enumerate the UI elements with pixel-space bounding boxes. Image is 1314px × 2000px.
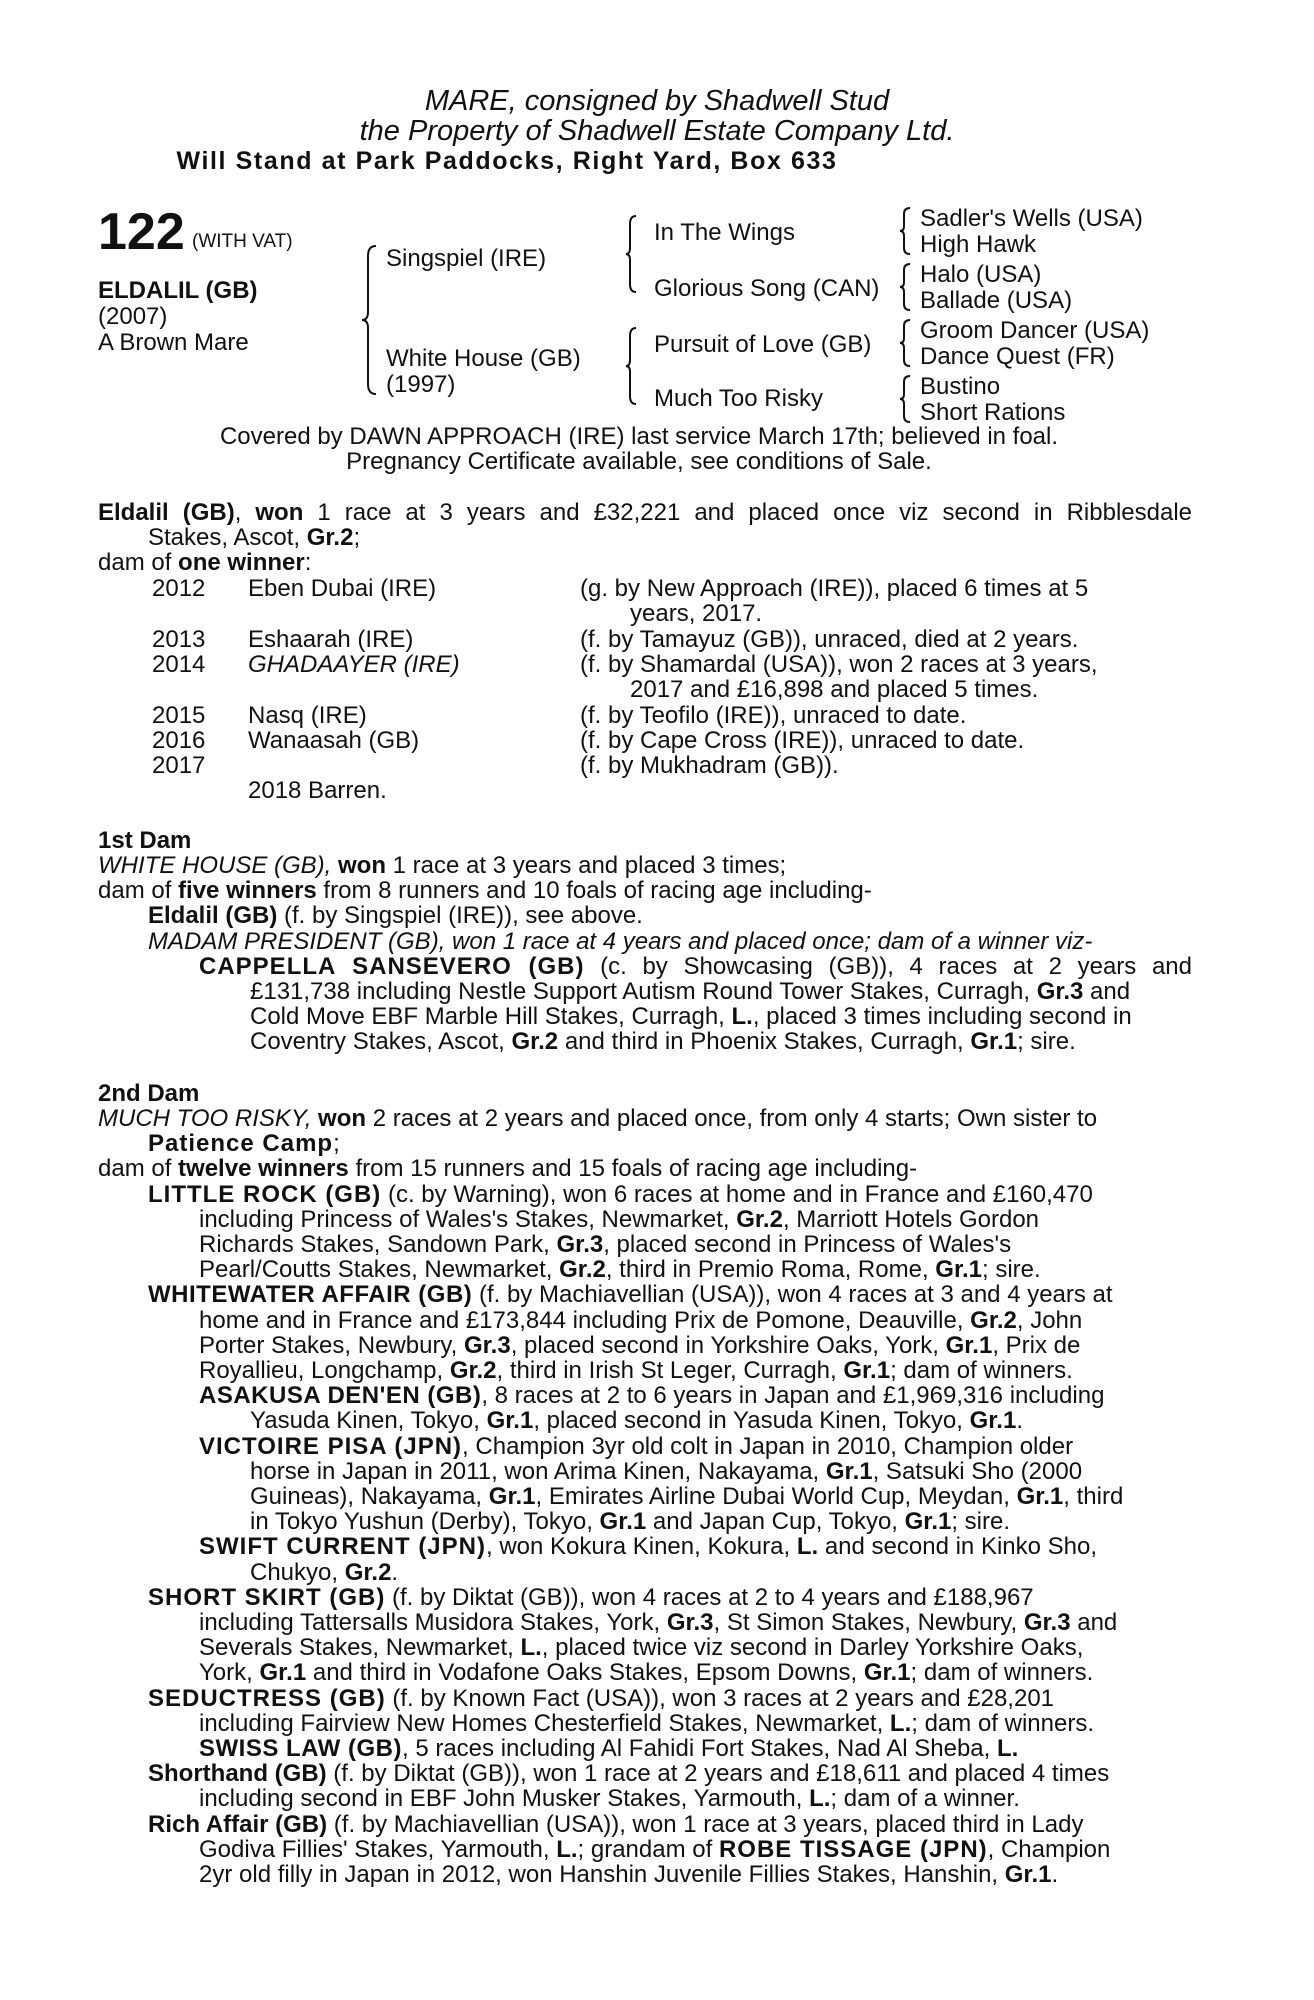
text: Guineas), Nakayama, bbox=[250, 1483, 489, 1511]
text: ; bbox=[333, 1130, 340, 1158]
grade: Gr.1 bbox=[904, 1508, 952, 1536]
text: and bbox=[1083, 978, 1131, 1006]
pedigree-g2: High Hawk bbox=[920, 231, 1037, 258]
grade: Gr.1 bbox=[488, 1483, 536, 1511]
first-dam-foal-name: Eldalil (GB) bbox=[148, 902, 278, 930]
grade: Gr.3 bbox=[463, 1331, 511, 1359]
pedigree-g6: Dance Quest (FR) bbox=[920, 343, 1115, 370]
text: ; sire. bbox=[1017, 1028, 1076, 1056]
grade: Gr.3 bbox=[556, 1231, 604, 1259]
first-dam-won: won bbox=[338, 852, 386, 879]
produce-detail: (g. by New Approach (IRE)), placed 6 times at 5 bbox=[580, 575, 1089, 602]
pedigree-dam-year: (1997) bbox=[386, 371, 456, 398]
text: £131,738 including Nestle Support Autism Round Tower Stakes, Curragh, bbox=[250, 978, 1037, 1006]
grade: Gr.2 bbox=[449, 1357, 497, 1385]
text: . bbox=[1016, 1407, 1023, 1435]
produce-detail-2: 2017 and £16,898 and placed 5 times. bbox=[630, 676, 1039, 703]
grade: Gr.2 bbox=[970, 1306, 1017, 1334]
race-record-name: Eldalil (GB) bbox=[98, 499, 235, 526]
text: , Satsuki Sho (2000 bbox=[872, 1457, 1083, 1485]
patience-camp: Patience Camp bbox=[148, 1130, 334, 1158]
produce-year: 2017 bbox=[152, 752, 206, 779]
race-record-text-1: 1 race at 3 years and £32,221 and placed once viz second in Ribblesdale bbox=[303, 499, 1193, 526]
produce-year: 2013 bbox=[152, 626, 206, 653]
first-dam-runners: from 8 runners and 10 foals of racing age including- bbox=[316, 877, 872, 905]
text: and third in Vodafone Oaks Stakes, Epsom Downs, bbox=[306, 1659, 864, 1687]
text: , placed second in Yasuda Kinen, Tokyo, bbox=[533, 1407, 970, 1435]
text: Severals Stakes, Newmarket, bbox=[199, 1634, 521, 1662]
pedigree-g3: Halo (USA) bbox=[920, 261, 1042, 288]
text: ; sire. bbox=[951, 1508, 1011, 1536]
covered-line-1: Covered by DAWN APPROACH (IRE) last service March 17th; believed in foal. bbox=[219, 423, 1059, 450]
text: , Marriott Hotels Gordon bbox=[782, 1205, 1040, 1233]
text: horse in Japan in 2011, won Arima Kinen, Nakayama, bbox=[250, 1457, 826, 1485]
swift-current: SWIFT CURRENT (JPN) bbox=[199, 1533, 486, 1561]
pedigree-brace-main bbox=[360, 244, 380, 396]
race-record: Eldalil (GB), won 1 race at 3 years and £32,221 and placed once viz second in Ribblesdale Stakes, Ascot, Gr.2; dam of one winner: bbox=[98, 499, 1193, 577]
dam-of-c: : bbox=[304, 549, 312, 577]
text: , third in Premio Roma, Rome, bbox=[605, 1256, 936, 1284]
text: ; sire. bbox=[981, 1256, 1041, 1284]
text: , John bbox=[1016, 1306, 1083, 1334]
text: . bbox=[1051, 1861, 1059, 1889]
first-dam-dam-of: dam of bbox=[98, 877, 179, 905]
text: , placed second in Yorkshire Oaks, York, bbox=[510, 1331, 946, 1359]
text: , Champion 3yr old colt in Japan in 2010, Champion older bbox=[462, 1432, 1074, 1460]
text: ; dam of winners. bbox=[890, 1357, 1073, 1385]
text: , 8 races at 2 to 6 years in Japan and £1,969,316 including bbox=[481, 1382, 1105, 1410]
text: , third in Irish St Leger, Curragh, bbox=[496, 1357, 844, 1385]
lot-vat: (WITH VAT) bbox=[192, 231, 293, 252]
grade: Gr.1 bbox=[970, 1028, 1018, 1056]
grade: L. bbox=[520, 1634, 542, 1662]
grade: Gr.1 bbox=[1004, 1861, 1052, 1889]
race-record-won: won bbox=[255, 499, 304, 526]
produce-detail: (f. by Tamayuz (GB)), unraced, died at 2 years. bbox=[580, 626, 1079, 653]
pedigree-g4: Ballade (USA) bbox=[920, 287, 1073, 314]
first-dam-winners: five winners bbox=[178, 877, 317, 905]
grade: Gr.1 bbox=[969, 1407, 1017, 1435]
asakusa-denen: ASAKUSA DEN'EN (GB) bbox=[199, 1382, 482, 1410]
victoire-pisa: VICTOIRE PISA (JPN) bbox=[199, 1432, 463, 1460]
pedigree-brace-g56 bbox=[898, 318, 914, 368]
pedigree-sire-dam: Glorious Song (CAN) bbox=[654, 275, 880, 302]
pedigree-dam-dam: Much Too Risky bbox=[654, 385, 823, 412]
grade: Gr.1 bbox=[843, 1357, 891, 1385]
pedigree-dam-sire: Pursuit of Love (GB) bbox=[654, 331, 872, 358]
little-rock: LITTLE ROCK (GB) bbox=[148, 1180, 382, 1208]
text: Royallieu, Longchamp, bbox=[199, 1357, 450, 1385]
race-record-gr2: Gr.2 bbox=[306, 524, 354, 552]
produce-detail: (f. by Cape Cross (IRE)), unraced to date. bbox=[580, 727, 1025, 754]
text: (f. by Diktat (GB)), won 4 races at 2 to 4 years and £188,967 bbox=[385, 1583, 1034, 1611]
text: (f. by Machiavellian (USA)), won 4 races at 3 and 4 years at bbox=[472, 1281, 1113, 1309]
text: , won Kokura Kinen, Kokura, bbox=[485, 1533, 797, 1561]
grade: Gr.2 bbox=[511, 1028, 559, 1056]
produce-name: Eben Dubai (IRE) bbox=[248, 575, 437, 602]
pedigree-g1: Sadler's Wells (USA) bbox=[920, 205, 1143, 232]
second-dam-section bbox=[98, 1106, 1192, 1887]
produce-name: Eshaarah (IRE) bbox=[248, 626, 414, 653]
produce-year: 2016 bbox=[152, 727, 206, 754]
grade: Gr.1 bbox=[259, 1659, 307, 1687]
text: and third in Phoenix Stakes, Curragh, bbox=[558, 1028, 971, 1056]
horse-description: A Brown Mare bbox=[98, 329, 249, 356]
grade: L. bbox=[809, 1785, 831, 1813]
second-dam-won: won bbox=[318, 1105, 367, 1132]
grade: Gr.1 bbox=[945, 1331, 993, 1359]
pedigree-g8: Short Rations bbox=[920, 399, 1066, 426]
text: Coventry Stakes, Ascot, bbox=[250, 1028, 512, 1056]
text: including Princess of Wales's Stakes, Newmarket, bbox=[199, 1205, 737, 1233]
pedigree-sire-sire: In The Wings bbox=[654, 219, 795, 246]
produce-name: Nasq (IRE) bbox=[248, 702, 367, 729]
grade: L. bbox=[796, 1533, 819, 1561]
text: and bbox=[1070, 1609, 1118, 1637]
text: including Fairview New Homes Chesterfield Stakes, Newmarket, bbox=[199, 1709, 890, 1737]
dam-of-a: dam of bbox=[98, 549, 179, 577]
pedigree-brace-g78 bbox=[898, 374, 914, 424]
grade: Gr.1 bbox=[825, 1457, 873, 1485]
text: dam of bbox=[98, 1155, 179, 1183]
text: 2 races at 2 years and placed once, from only 4 starts; Own sister to bbox=[366, 1105, 1098, 1132]
title-line-2: the Property of Shadwell Estate Company Ltd. bbox=[359, 115, 955, 147]
second-dam-heading: 2nd Dam bbox=[98, 1080, 200, 1107]
text: , St Simon Stakes, Newbury, bbox=[713, 1609, 1024, 1637]
race-record-text-2a: Stakes, Ascot, bbox=[148, 524, 307, 552]
second-dam-winners: twelve winners bbox=[178, 1155, 349, 1183]
text: Godiva Fillies' Stakes, Yarmouth, bbox=[199, 1835, 557, 1863]
title-line-1: MARE, consigned by Shadwell Stud bbox=[424, 85, 890, 117]
text: in Tokyo Yushun (Derby), Tokyo, bbox=[250, 1508, 600, 1536]
text: Porter Stakes, Newbury, bbox=[199, 1331, 464, 1359]
grade: Gr.2 bbox=[736, 1205, 783, 1233]
grade: Gr.1 bbox=[1016, 1483, 1064, 1511]
rich-affair: Rich Affair (GB) bbox=[148, 1810, 328, 1838]
text: , third bbox=[1063, 1483, 1124, 1511]
grade: Gr.3 bbox=[1036, 978, 1084, 1006]
text: and second in Kinko Sho, bbox=[818, 1533, 1098, 1561]
first-dam-name: WHITE HOUSE (GB), bbox=[98, 852, 338, 879]
text: . bbox=[391, 1558, 399, 1586]
text: ; dam of winners. bbox=[910, 1659, 1094, 1687]
text: ; grandam of bbox=[577, 1835, 719, 1863]
first-dam-foal-text: (f. by Singspiel (IRE)), see above. bbox=[277, 902, 643, 930]
stand-line: Will Stand at Park Paddocks, Right Yard, Box 633 bbox=[176, 147, 838, 175]
first-dam-cappella: CAPPELLA SANSEVERO (GB) bbox=[199, 952, 585, 980]
dam-of-b: one winner bbox=[178, 549, 305, 577]
text: Yasuda Kinen, Tokyo, bbox=[250, 1407, 487, 1435]
first-dam-heading: 1st Dam bbox=[98, 827, 192, 854]
second-dam-name: MUCH TOO RISKY, bbox=[98, 1105, 319, 1132]
pedigree-dam: White House (GB) bbox=[386, 345, 581, 372]
text: Richards Stakes, Sandown Park, bbox=[199, 1231, 557, 1259]
grade: L. bbox=[889, 1709, 912, 1737]
produce-detail: (f. by Mukhadram (GB)). bbox=[580, 752, 839, 779]
text: (f. by Machiavellian (USA)), won 1 race at 3 years, placed third in Lady bbox=[327, 1810, 1084, 1838]
produce-name: GHADAAYER (IRE) bbox=[248, 651, 460, 678]
grade: Gr.2 bbox=[344, 1558, 392, 1586]
first-dam-text: 1 race at 3 years and placed 3 times; bbox=[386, 852, 787, 879]
seductress: SEDUCTRESS (GB) bbox=[148, 1684, 386, 1712]
grade: L. bbox=[996, 1735, 1019, 1763]
pedigree-brace-g34 bbox=[898, 262, 914, 312]
text: York, bbox=[199, 1659, 260, 1687]
text: (c. by Warning), won 6 races at home and in France and £160,470 bbox=[381, 1180, 1093, 1208]
text: , placed second in Princess of Wales's bbox=[603, 1231, 1012, 1259]
text: and Japan Cup, Tokyo, bbox=[646, 1508, 905, 1536]
produce-detail-2: years, 2017. bbox=[630, 600, 763, 627]
text: (f. by Diktat (GB)), won 1 race at 2 years and £18,611 and placed 4 times bbox=[326, 1760, 1110, 1788]
pedigree-sire: Singspiel (IRE) bbox=[386, 245, 547, 272]
pedigree-brace-sire bbox=[624, 214, 640, 294]
text: Chukyo, bbox=[250, 1558, 345, 1586]
text: (f. by Known Fact (USA)), won 3 races at 2 years and £28,201 bbox=[385, 1684, 1055, 1712]
grade: Gr.1 bbox=[599, 1508, 647, 1536]
produce-year: 2014 bbox=[152, 651, 206, 678]
shorthand: Shorthand (GB) bbox=[148, 1760, 327, 1788]
grade: Gr.1 bbox=[863, 1659, 911, 1687]
grade: L. bbox=[731, 1003, 753, 1031]
first-dam-section bbox=[98, 853, 1192, 1055]
robe-tissage: ROBE TISSAGE (JPN) bbox=[718, 1835, 988, 1863]
first-dam-cappella-text: (c. by Showcasing (GB)), 4 races at 2 years and bbox=[584, 952, 1192, 980]
text: home and in France and £173,844 including Prix de Pomone, Deauville, bbox=[199, 1306, 971, 1334]
produce-name: Wanaasah (GB) bbox=[248, 727, 420, 754]
text: , Champion bbox=[987, 1835, 1111, 1863]
grade: Gr.3 bbox=[666, 1609, 714, 1637]
produce-detail: (f. by Shamardal (USA)), won 2 races at 3 years, bbox=[580, 651, 1098, 678]
text: ; dam of winners. bbox=[911, 1709, 1094, 1737]
swiss-law: SWISS LAW (GB) bbox=[199, 1735, 402, 1763]
horse-name: ELDALIL (GB) bbox=[98, 277, 258, 304]
text: , Prix de bbox=[992, 1331, 1081, 1359]
pedigree-brace-g12 bbox=[898, 206, 914, 256]
grade: Gr.3 bbox=[1023, 1609, 1071, 1637]
text: from 15 runners and 15 foals of racing age including- bbox=[348, 1155, 918, 1183]
pedigree-brace-dam bbox=[624, 326, 640, 406]
whitewater-affair: WHITEWATER AFFAIR (GB) bbox=[148, 1281, 473, 1309]
horse-year: (2007) bbox=[98, 303, 168, 330]
grade: Gr.1 bbox=[486, 1407, 534, 1435]
text: , 5 races including Al Fahidi Fort Stakes, Nad Al Sheba, bbox=[401, 1735, 997, 1763]
text: , Emirates Airline Dubai World Cup, Meydan, bbox=[535, 1483, 1017, 1511]
race-record-text-2b: ; bbox=[353, 524, 361, 552]
text: , placed 3 times including second in bbox=[752, 1003, 1132, 1031]
text: including Tattersalls Musidora Stakes, York, bbox=[199, 1609, 667, 1637]
lot-number: 122 bbox=[98, 203, 185, 261]
text: , placed twice viz second in Darley Yorkshire Oaks, bbox=[541, 1634, 1084, 1662]
produce-year: 2012 bbox=[152, 575, 206, 602]
pedigree-g5: Groom Dancer (USA) bbox=[920, 317, 1150, 344]
text: Cold Move EBF Marble Hill Stakes, Curragh, bbox=[250, 1003, 732, 1031]
covered-line-2: Pregnancy Certificate available, see conditions of Sale. bbox=[346, 448, 932, 475]
produce-detail: (f. by Teofilo (IRE)), unraced to date. bbox=[580, 702, 967, 729]
produce-2018: 2018 Barren. bbox=[248, 777, 387, 804]
short-skirt: SHORT SKIRT (GB) bbox=[148, 1583, 386, 1611]
grade: L. bbox=[556, 1835, 578, 1863]
text: including second in EBF John Musker Stakes, Yarmouth, bbox=[199, 1785, 810, 1813]
text: ; dam of a winner. bbox=[830, 1785, 1020, 1813]
pedigree-g7: Bustino bbox=[920, 373, 1001, 400]
produce-year: 2015 bbox=[152, 702, 206, 729]
grade: Gr.1 bbox=[935, 1256, 982, 1284]
text: Pearl/Coutts Stakes, Newmarket, bbox=[199, 1256, 560, 1284]
grade: Gr.2 bbox=[559, 1256, 606, 1284]
text: 2yr old filly in Japan in 2012, won Hanshin Juvenile Fillies Stakes, Hanshin, bbox=[199, 1861, 1005, 1889]
first-dam-madam-president: MADAM PRESIDENT (GB), won 1 race at 4 years and placed once; dam of a winner viz- bbox=[148, 927, 1093, 955]
